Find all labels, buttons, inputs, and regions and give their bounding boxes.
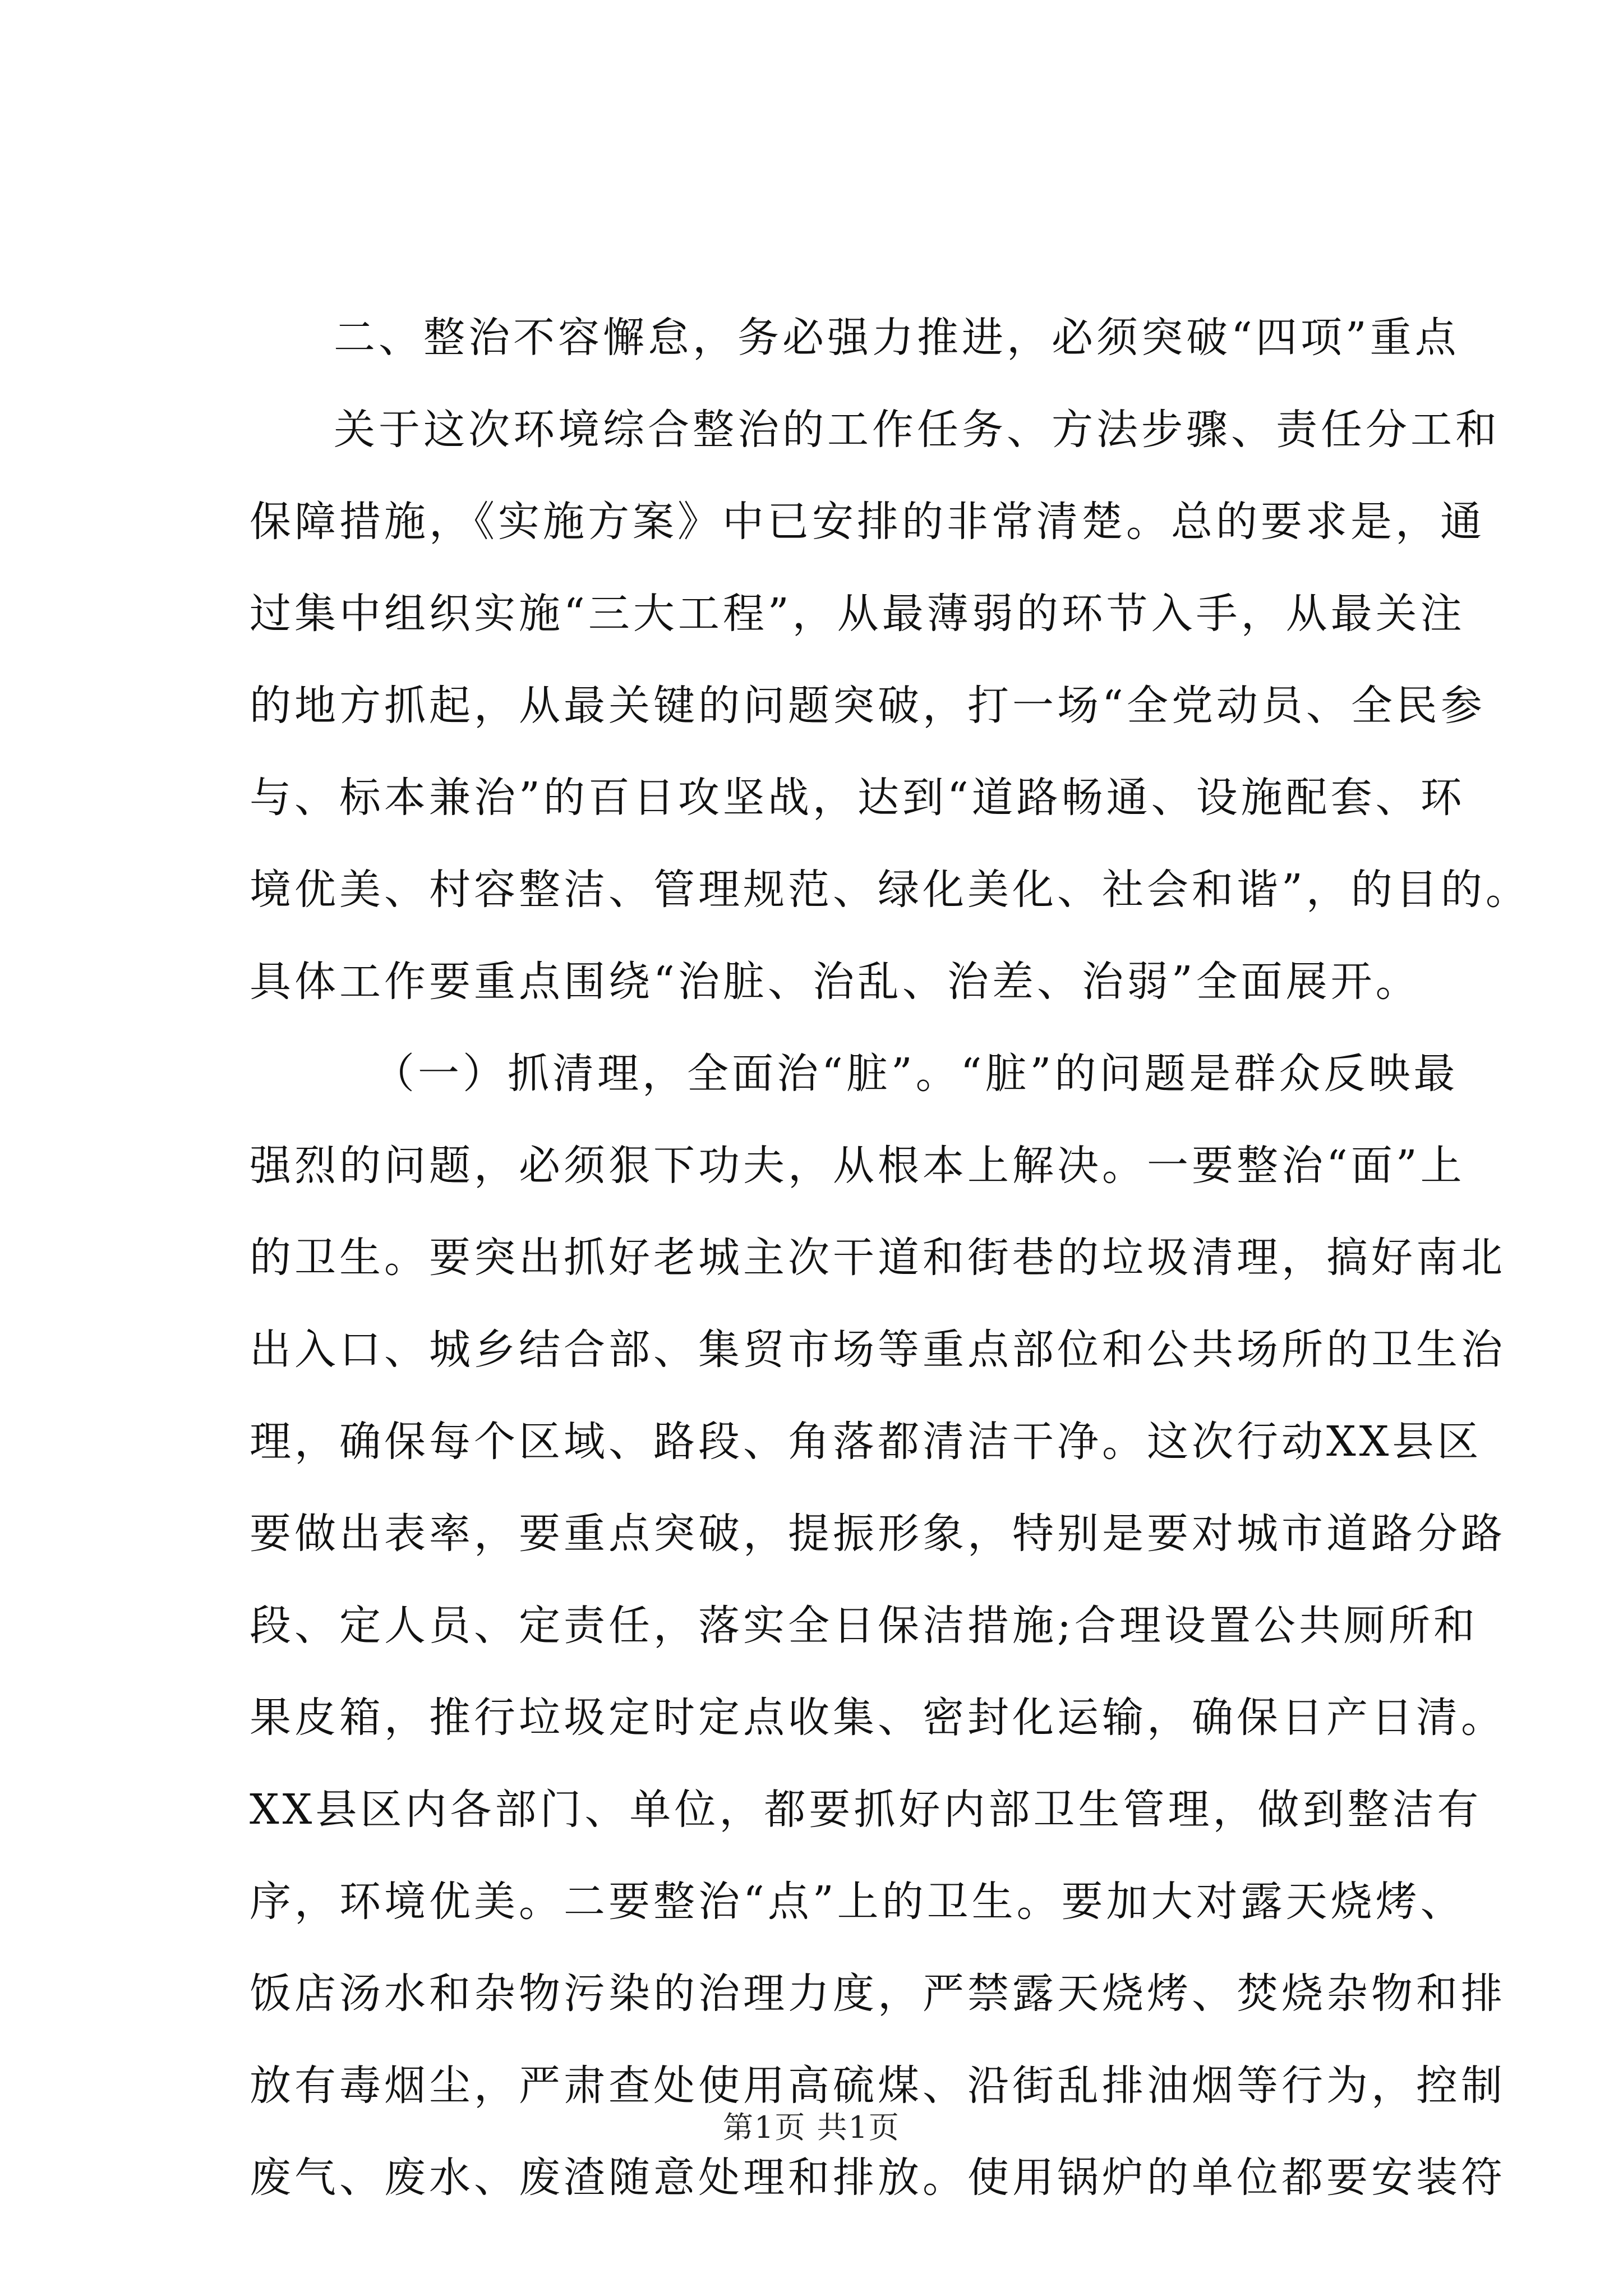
paragraph-line: 废气、废水、废渣随意处理和排放。使用锅炉的单位都要安装符 <box>250 2154 1506 2202</box>
paragraph-line: 与、标本兼治”的百日攻坚战，达到“道路畅通、设施配套、环 <box>250 774 1465 822</box>
paragraph-line: 放有毒烟尘，严肃查处使用高硫煤、沿街乱排油烟等行为，控制 <box>250 2062 1506 2110</box>
paragraph-line: 出入口、城乡结合部、集贸市场等重点部位和公共场所的卫生治 <box>250 1326 1506 1374</box>
paragraph-line: 理，确保每个区域、路段、角落都清洁干净。这次行动XX县区 <box>250 1418 1482 1466</box>
paragraph-line: 果皮箱，推行垃圾定时定点收集、密封化运输，确保日产日清。 <box>250 1694 1506 1742</box>
paragraph-line: 保障措施，《实施方案》中已安排的非常清楚。总的要求是，通 <box>250 498 1485 546</box>
subsection-heading-line: （一）抓清理，全面治“脏”。“脏”的问题是群众反映最 <box>373 1050 1459 1098</box>
paragraph-line: 段、定人员、定责任，落实全日保洁措施;合理设置公共厕所和 <box>250 1602 1478 1650</box>
section-heading: 二、整治不容懈怠，务必强力推进，必须突破“四项”重点 <box>334 314 1460 362</box>
paragraph-line: XX县区内各部门、单位，都要抓好内部卫生管理，做到整洁有 <box>250 1786 1482 1834</box>
paragraph-line: 境优美、村容整洁、管理规范、绿化美化、社会和谐”，的目的。 <box>250 866 1530 914</box>
paragraph-line: 的卫生。要突出抓好老城主次干道和街巷的垃圾清理，搞好南北 <box>250 1234 1506 1282</box>
document-body <box>250 292 1530 2224</box>
paragraph-line: 的地方抓起，从最关键的问题突破，打一场“全党动员、全民参 <box>250 682 1486 730</box>
page-number-footer: 第1页 共1页 <box>723 2110 900 2145</box>
paragraph-line: 饭店汤水和杂物污染的治理力度，严禁露天烧烤、焚烧杂物和排 <box>250 1970 1506 2018</box>
paragraph-line: 序，环境优美。二要整治“点”上的卫生。要加大对露天烧烤、 <box>250 1878 1465 1926</box>
paragraph-line: 过集中组织实施“三大工程”，从最薄弱的环节入手，从最关注 <box>250 590 1465 638</box>
paragraph-line: 关于这次环境综合整治的工作任务、方法步骤、责任分工和 <box>334 406 1500 454</box>
paragraph-line: 强烈的问题，必须狠下功夫，从根本上解决。一要整治“面”上 <box>250 1142 1465 1190</box>
paragraph-line: 要做出表率，要重点突破，提振形象，特别是要对城市道路分路 <box>250 1510 1506 1558</box>
paragraph-line: 具体工作要重点围绕“治脏、治乱、治差、治弱”全面展开。 <box>250 958 1421 1006</box>
